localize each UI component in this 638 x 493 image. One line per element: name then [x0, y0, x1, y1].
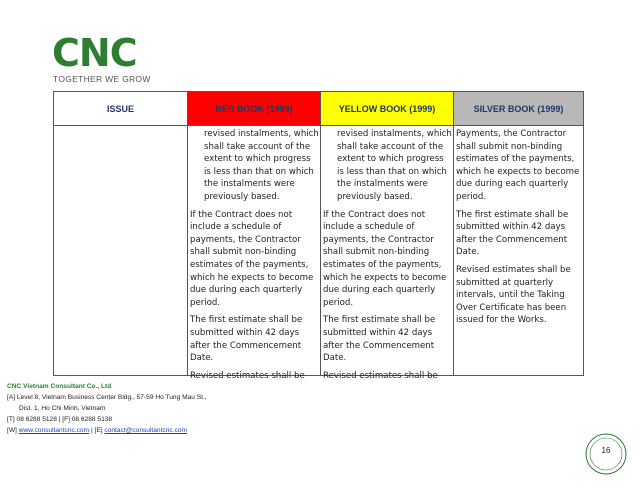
yellow-paragraph-1: revised instalments, which shall take account of the extent to which progress is less than that on which the instalments were previously based. — [337, 129, 452, 202]
comparison-table — [53, 91, 584, 381]
footer-web-email — [7, 425, 407, 436]
header-silver-book: SILVER BOOK (1999) — [453, 92, 583, 125]
footer-phone: [T] 08 6288 5128 | [F] 08 6288 5138 — [7, 416, 113, 423]
logo-mark: CNC — [52, 31, 137, 75]
header-red-book: RED BOOK (1999) — [187, 92, 320, 125]
footer-contact — [7, 381, 407, 436]
red-paragraph-4: Revised estimates shall be — [190, 370, 305, 381]
silver-paragraph-1: Payments, the Contractor shall submit non-binding estimates of the payments, which he expects to become due during each quarterly period. — [456, 129, 580, 202]
red-paragraph-2: If the Contract does not include a schedule of payments, the Contractor shall submit non-binding estimates of the payments, which he expects to become due during each quarterly period. — [190, 209, 314, 308]
footer-address-2: Dist. 1, Ho Chi Minh, Vietnam — [19, 405, 106, 412]
silver-paragraph-3: Revised estimates shall be submitted at quarterly intervals, until the Taking Over Certificate has been issued for the Works. — [456, 264, 571, 326]
yellow-paragraph-2: If the Contract does not include a schedule of payments, the Contractor shall submit non-binding estimates of the payments, which he expects to become due during each quarterly period. — [323, 209, 447, 308]
footer-address-1: [A] Level 8, Vietnam Business Center Bldg., 57-59 Ho Tung Mau St., — [7, 394, 207, 401]
table-row — [54, 126, 583, 381]
silver-paragraph-2: The first estimate shall be submitted within 42 days after the Commencement Date. — [456, 209, 569, 258]
issue-cell — [54, 126, 187, 375]
red-book-cell — [187, 126, 320, 381]
header-yellow-book: YELLOW BOOK (1999) — [320, 92, 453, 125]
header-issue: ISSUE — [106, 103, 134, 114]
yellow-paragraph-3: The first estimate shall be submitted within 42 days after the Commencement Date. — [323, 315, 436, 364]
footer-web-prefix: [W] — [7, 427, 17, 434]
footer-web-link[interactable]: www.consultantcnc.com — [18, 427, 90, 434]
yellow-book-cell — [320, 126, 453, 381]
company-logo — [52, 31, 152, 86]
footer-email-sep: | [E] — [90, 427, 103, 434]
footer-company: CNC Vietnam Consultant Co., Ltd — [7, 383, 112, 390]
table-header-row — [54, 92, 583, 126]
footer-email-link[interactable]: contact@consultantcnc.com — [104, 427, 187, 434]
page-number: 16 — [601, 446, 611, 455]
silver-book-cell — [453, 126, 583, 375]
red-paragraph-1: revised instalments, which shall take account of the extent to which progress is less than that on which the instalments were previously based. — [204, 129, 319, 202]
logo-tagline: TOGETHER WE GROW — [53, 74, 151, 84]
yellow-paragraph-4: Revised estimates shall be — [323, 370, 438, 381]
red-paragraph-3: The first estimate shall be submitted within 42 days after the Commencement Date. — [190, 315, 303, 364]
